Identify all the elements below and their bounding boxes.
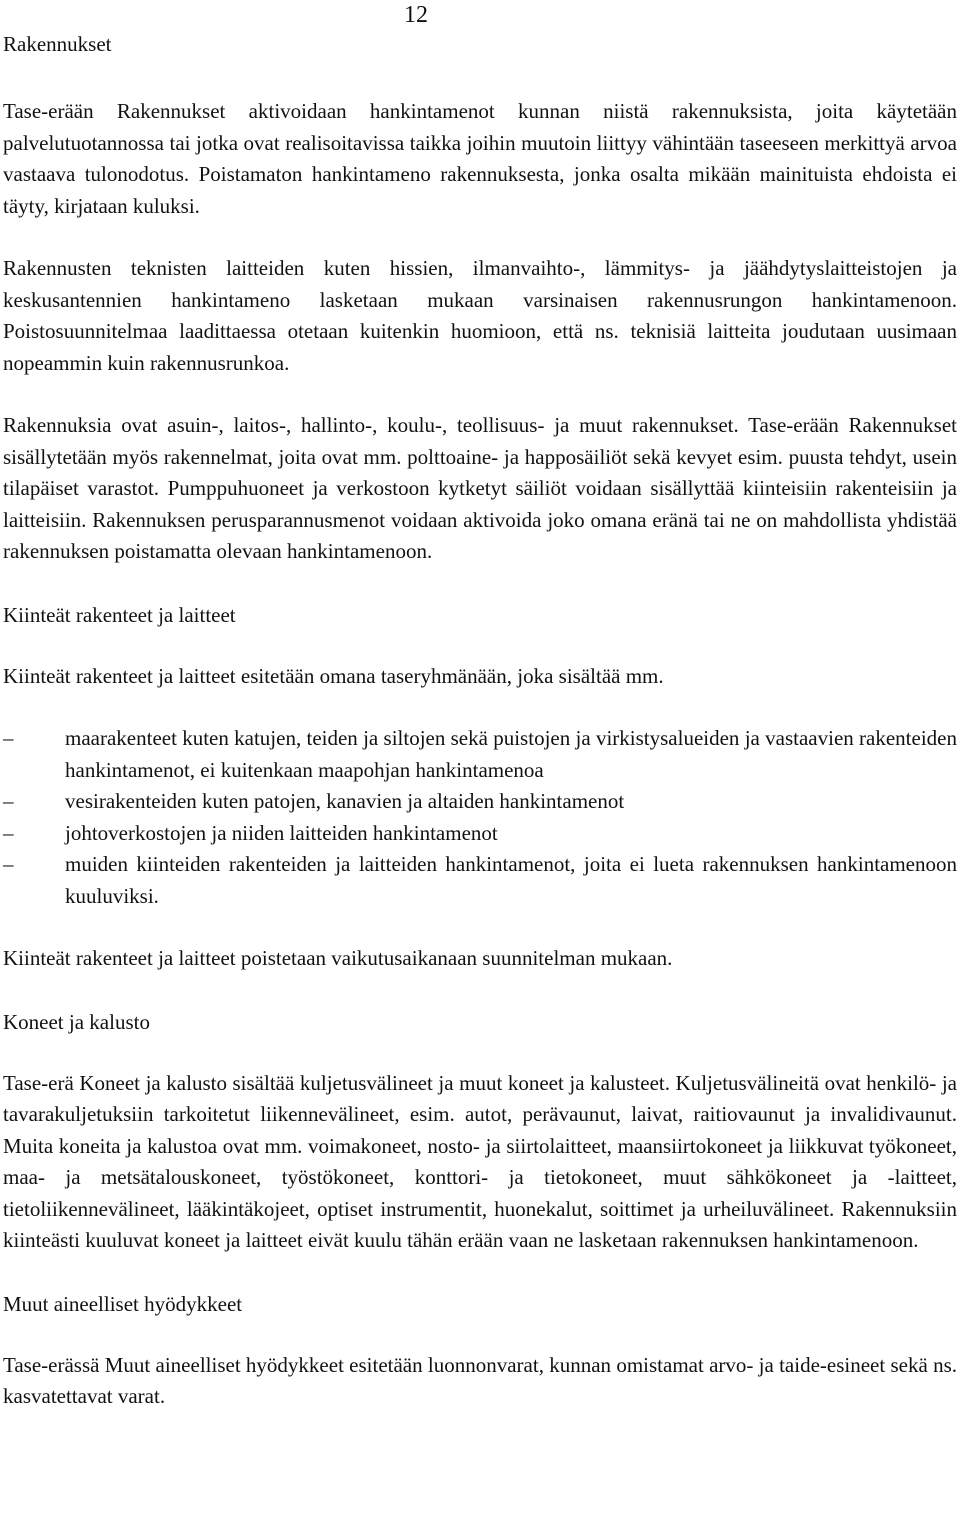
list-item [3,818,957,850]
page-number: 12 [404,2,428,28]
paragraph: Kiinteät rakenteet ja laitteet esitetään omana taseryhmänään, joka sisältää mm. [3,663,664,688]
dash-list [3,723,957,912]
list-item-text: vesirakenteiden kuten patojen, kanavien ja altaiden hankintamenot [65,789,625,813]
list-item [3,786,957,818]
dash-bullet: – [3,820,14,845]
paragraph: Tase-erään Rakennukset aktivoidaan hankintamenot kunnan niistä rakennuksista, joita käytetään palvelutuotannossa tai jotka ovat realisoitavissa taikka joihin muutoin liittyy vähintään taseeseen merkittyä arvoa vastaava tulonodotus. Poistamaton hankintameno rakennuksesta, jonka osalta mikään mainituista ehdoista ei täyty, kirjataan kuluksi. [3,99,957,218]
document-body [3,28,957,1413]
paragraph: Rakennuksia ovat asuin-, laitos-, hallinto-, koulu-, teollisuus- ja muut rakennukset. Tase-erään Rakennukset sisällytetään myös rakennelmat, joita ovat mm. polttoaine- ja happosäiliöt sekä kevyet esim. puusta tehdyt, usein tilapäiset varastot. Pumppuhuoneet ja verkostoon kytketyt säiliöt voidaan sisällyttää kiinteisiin rakenteisiin ja laitteisiin. Rakennuksen perusparannusmenot voidaan aktivoida joko omana eränä tai ne on mahdollista yhdistää rakennuksen poistamatta olevaan hankintamenoon. [3,413,957,563]
paragraph: Kiinteät rakenteet ja laitteet poistetaan vaikutusaikanaan suunnitelman mukaan. [3,946,673,970]
dash-bullet: – [3,789,14,813]
dash-bullet: – [3,852,14,876]
section-heading-kiinteat-rakenteet: Kiinteät rakenteet ja laitteet [3,602,236,627]
list-item [3,849,957,912]
list-item-text: johtoverkostojen ja niiden laitteiden hankintamenot [65,820,498,845]
section-heading-koneet-ja-kalusto: Koneet ja kalusto [3,1009,150,1034]
list-item-text: muiden kiinteiden rakenteiden ja laitteiden hankintamenot, joita ei lueta rakennuksen hankintamenoon kuuluviksi. [65,852,957,908]
section-heading-rakennukset: Rakennukset [3,32,112,56]
paragraph: Rakennusten teknisten laitteiden kuten hissien, ilmanvaihto-, lämmitys- ja jäähdytyslaitteistojen ja keskusantennien hankintameno lasketaan mukaan varsinaisen rakennusrungon hankintamenoon. Poistosuunnitelmaa laadittaessa otetaan kuitenkin huomioon, että ns. teknisiä laitteita joudutaan uusimaan nopeammin kuin rakennusrunkoa. [3,256,957,375]
dash-bullet: – [3,726,14,750]
section-heading-muut-aineelliset: Muut aineelliset hyödykkeet [3,1291,243,1316]
paragraph: Tase-erässä Muut aineelliset hyödykkeet esitetään luonnonvarat, kunnan omistamat arvo- ja taide-esineet sekä ns. kasvatettavat varat. [3,1352,957,1408]
list-item-text: maarakenteet kuten katujen, teiden ja siltojen sekä puistojen ja virkistysalueiden ja vastaavien rakenteiden hankintamenot, ei kuitenkaan maapohjan hankintamenoa [65,726,957,782]
list-item [3,723,957,786]
paragraph: Tase-erä Koneet ja kalusto sisältää kuljetusvälineet ja muut koneet ja kalusteet. Kuljetusvälineitä ovat henkilö- ja tavarakuljetuksiin tarkoitetut liikennevälineet, esim. autot, perävaunut, laivat, raitiovaunut ja invalidivaunut. Muita koneita ja kalustoa ovat mm. voimakoneet, nosto- ja siirtolaitteet, maansiirtokoneet ja liikkuvat työkoneet, maa- ja metsätalouskoneet, työstökoneet, konttori- ja tietokoneet, muut sähkökoneet ja -laitteet, tietoliikennevälineet, lääkintäkojeet, optiset instrumentit, huonekalut, soittimet ja urheiluvälineet. Rakennuksiin kiinteästi kuuluvat koneet ja laitteet eivät kuulu tähän erään vaan ne lasketaan rakennuksen hankintamenoon. [3,1070,957,1252]
